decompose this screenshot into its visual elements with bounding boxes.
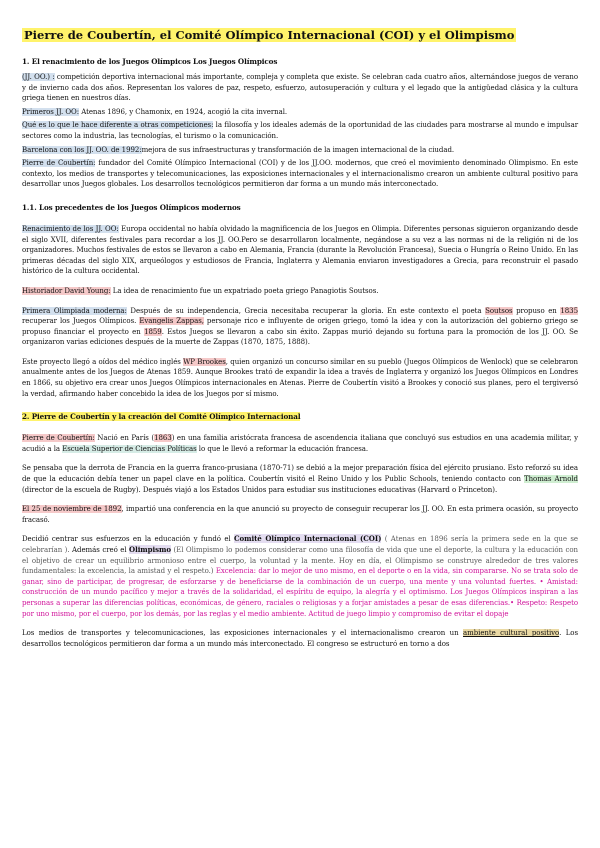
highlight: Barcelona con los JJ. OO. de 1992: — [22, 145, 142, 154]
paragraph: Pierre de Coubertín: Nació en París (1863) en una familia aristócrata francesa de ascendencia italiana que concluyó sus estudios en una academia militar, y acudió a la Escuela Superior de Ciencias Políticas lo que le llevó a reformar la educación francesa. — [22, 434, 578, 453]
document-title: Pierre de Coubertín, el Comité Olímpico Internacional (COI) y el Olimpismo — [24, 28, 515, 42]
paragraph: Primera Olimpiada moderna: Después de su independencia, Grecia necesitaba recuperar la gloria. En este contexto el poeta Soutsos propuso en 1835 recuperar los Juegos Olímpicos. Evangelis Zappas, personaje rico e influyente de origen griego, tomó la idea y con la autorización del gobierno griego se propuso financiar el proyecto en 1859. Estos Juegos se llevaron a cabo sin éxito. Zappas murió dejando su fortuna para la promoción de los JJ. OO. Se organizaron varias ediciones después de la muerte de Zappas (1870, 1875, 1888). — [22, 306, 578, 347]
paragraph: Barcelona con los JJ. OO. de 1992:mejora de sus infraestructuras y transformación de la imagen internacional de la ciudad. — [22, 145, 455, 154]
highlight: Pierre de Coubertín: — [22, 434, 95, 443]
highlight: Renacimiento de los JJ. OO: — [22, 224, 119, 233]
paragraph: Qué es lo que le hace diferente a otras competiciones: la filosofía y los ideales además de la oportunidad de las ciudades para mostrarse al mundo e impulsar sectores como la industria, las tecnologías, el turismo o la comunicación. — [22, 121, 578, 140]
paragraph: Renacimiento de los JJ. OO: Europa occidental no había olvidado la magnificencia de los Juegos en Olimpia. Diferentes personas siguieron organizando desde el siglo XVII, diferentes festivales para recordar a los JJ. OO.Pero se desarrollaron localmente, negándose a su vez a las normas ni de la religión ni de los organizadores. Muchos festivales de estos se llevaron a cabo en Alemania, Francia (durante la Revolución Francesa), Suecia o Hungría o Reino Unido. En las primeras décadas del siglo XIX, arqueólogos y estudiosos de Francia, Inglaterra y Alemania enviaron investigadores a Grecia, para reconstruir el pasado histórico de la cultura occidental. — [22, 224, 578, 276]
section-1-1-heading: 1.1. Los precedentes de los Juegos Olímpicos modernos — [22, 202, 241, 212]
highlight: Primeros JJ. OO: — [22, 107, 80, 116]
highlight: Qué es lo que le hace diferente a otras competiciones: — [22, 121, 214, 130]
paragraph: Los medios de transportes y telecomunicaciones, las exposiciones internacionales y el internacionalismo crearon un ambiente cultural positivo. Los desarrollos tecnológicos permitieron dar forma a un mundo más interconectado. El congreso se estructuró en torno a dos — [22, 629, 578, 648]
section-2-heading: 2. Pierre de Coubertín y la creación del Comité Olímpico Internacional — [22, 412, 301, 422]
paragraph: Este proyecto llegó a oídos del médico inglés WP Brookes, quien organizó un concurso similar en su pueblo (Juegos Olímpicos de Wenlock) que se celebraron anualmente antes de los Juegos de Atenas 1859. Aunque Brookes trató de expandir la idea a través de Inglaterra y organizó los Juegos Olímpicos en Londres en 1866, su objetivo era crear unos Juegos Olímpicos internacionales en Atenas. Pierre de Coubertín visitó a Brookes y conoció sus planes, pero el tergiversó la verdad, afirmando haber concebido la idea de los Juegos por sí mismo. — [22, 357, 579, 398]
paragraph: Se pensaba que la derrota de Francia en la guerra franco-prusiana (1870-71) se debió a la mejor preparación física del ejército prusiano. Esto reforzó su idea de que la educación debía tener un papel clave en la política. Coubertín visitó el Reino Unido y los Public Schools, teniendo contacto con Thomas Arnold (director de la escuela de Rugby). Después viajó a los Estados Unidos para estudiar sus instituciones educativas (Harvard o Princeton). — [22, 464, 578, 494]
paragraph: Historiador David Young: La idea de renacimiento fue un expatriado poeta griego Panagiotis Soutsos. — [22, 286, 379, 295]
paragraph: Decidió centrar sus esfuerzos en la educación y fundó el Comité Olímpico Internacional (COI) ( Atenas en 1896 sería la primera sede en la que se celebrarían ). Además creó el Olimpismo (El Olimpismo lo podemos considerar como una filosofía de vida que une el deporte, la cultura y la educación con el objetivo de crear un equilibrio armonioso entre el cuerpo, la voluntad y la mente. Hoy en día, el Olimpismo se construye alrededor de tres valores fundamentales: la excelencia, la amistad y el respeto.) Excelencia: dar lo mejor de uno mismo, en el deporte o en la vida, sin compararse. No se trata solo de ganar, sino de participar, de progresar, de esforzarse y de beneficiarse de la combinación de un cuerpo, una mente y una voluntad fuertes. • Amistad: construcción de un mundo pacífico y mejor a través de la solidaridad, el espíritu de equipo, la alegría y el optimismo. Los Juegos Olímpicos inspiran a las personas a superar las diferencias políticas, económicas, de género, raciales o religiosas y a forjar amistades a pesar de esas diferencias.• Respeto: Respeto por uno mismo, por el cuerpo, por los demás, por las reglas y el medio ambiente. Actitud de juego limpio y compromiso de evitar el dopaje — [22, 534, 578, 618]
paragraph: El 25 de noviembre de 1892, impartió una conferencia en la que anunció su proyecto de conseguir recuperar los JJ. OO. En esta primera ocasión, su proyecto fracasó. — [22, 505, 579, 524]
paragraph: Pierre de Coubertín: fundador del Comité Olímpico Internacional (COI) y de los JJ.OO. modernos, que creó el movimiento denominado Olimpismo. En este contexto, los medios de transportes y telecomunicaciones, las exposiciones internacionales y el internacionalismo crearon un ambiente cultural positivo para desarrollar unos Juegos globales. Los desarrollos tecnológicos permitieron dar forma a un mundo más interconectado. — [22, 159, 578, 189]
paragraph: Primeros JJ. OO: Atenas 1896, y Chamonix, en 1924, acogió la cita invernal. — [22, 107, 288, 116]
highlight: El 25 de noviembre de 1892 — [22, 505, 122, 514]
paragraph: (JJ. OO.) : competición deportiva internacional más importante, compleja y completa que existe. Se celebran cada cuatro años, alternándose juegos de verano y de invierno cada dos años. Representan los valores de paz, respeto, esfuerzo, autosuperación y cultura y el legado que la antigüedad clásica y la cultura griega tienen en nuestros días. — [22, 73, 579, 103]
highlight: Historiador David Young: — [22, 286, 111, 295]
section-1-heading: 1. El renacimiento de los Juegos Olímpicos Los Juegos Olímpicos — [22, 57, 278, 66]
highlight: Pierre de Coubertín: — [22, 159, 96, 168]
highlight: Primera Olimpiada moderna: — [22, 306, 127, 315]
highlight: (JJ. OO.) : — [22, 73, 55, 81]
